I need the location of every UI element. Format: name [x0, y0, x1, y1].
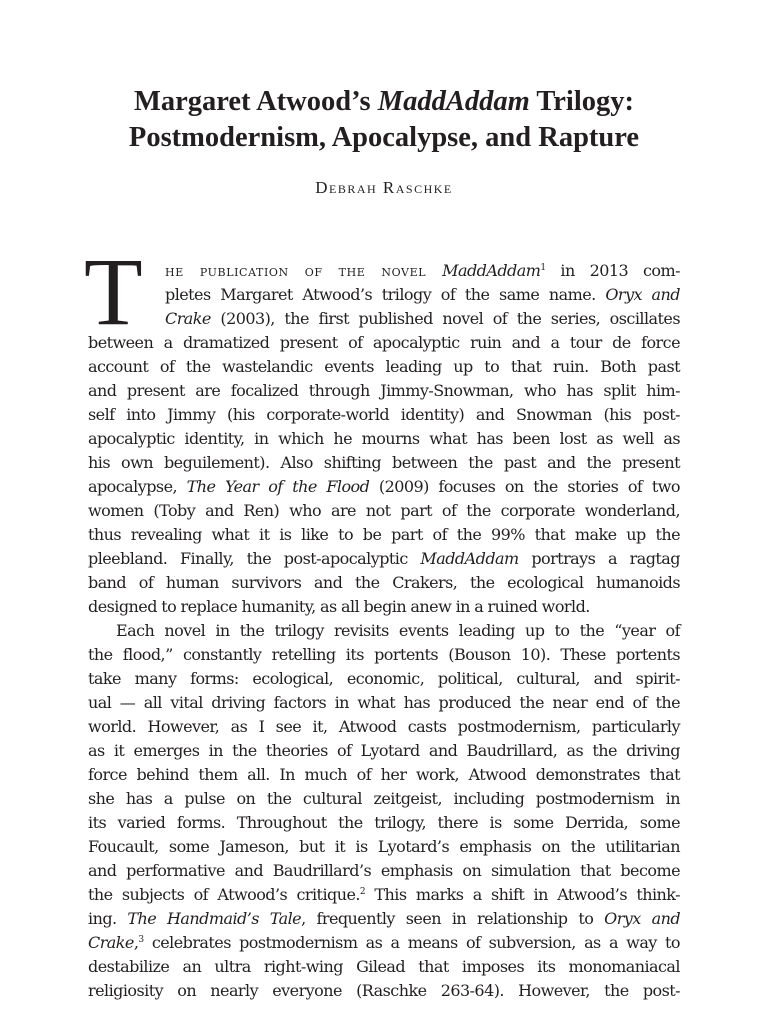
body-line [88, 883, 680, 907]
body-line [88, 907, 680, 931]
body-text: pleebland. Finally, the post-apocalyptic [88, 549, 421, 568]
body-text: (2009) focuses on the stories of two [369, 477, 680, 496]
italic-text: Oryx and [605, 285, 680, 304]
article-title-line-2: Postmodernism, Apocalypse, and Rapture [128, 122, 640, 153]
italic-text: Crake [88, 933, 134, 952]
body-text: This marks a shift in Atwood’s think- [365, 885, 680, 904]
title-italic-text: MaddAddam [377, 86, 530, 117]
body-text: celebrates postmodernism as a means of subversion, as a way to [143, 933, 680, 952]
body-line: thus revealing what it is like to be part of the 99% that make up the [88, 525, 680, 544]
body-text: , frequently seen in relationship to [301, 909, 605, 928]
body-line: as it emerges in the theories of Lyotard and Baudrillard, as the driving [88, 741, 680, 760]
title-text: Margaret Atwood’s [133, 86, 378, 117]
body-line: world. However, as I see it, Atwood casts postmodernism, particularly [88, 717, 680, 736]
italic-text: MaddAddam [420, 549, 519, 568]
body-text: portrays a ragtag [518, 549, 680, 568]
body-line [88, 931, 680, 955]
body-text: pletes Margaret Atwood’s trilogy of the same name. [165, 285, 606, 304]
body-text: the subjects of Atwood’s critique. [88, 885, 360, 904]
drop-cap: T [84, 238, 143, 345]
body-line: take many forms: ecological, economic, political, cultural, and spirit- [88, 669, 680, 688]
body-text: apocalypse, [88, 477, 187, 496]
body-line: apocalyptic identity, in which he mourns what has been lost as well as [88, 429, 680, 448]
body-line [88, 475, 680, 499]
body-line [165, 307, 680, 331]
body-line: account of the wastelandic events leading up to that ruin. Both past [88, 357, 680, 376]
body-text: , [133, 933, 139, 952]
body-line [165, 259, 680, 283]
footnote-marker[interactable]: 2 [359, 887, 366, 897]
small-caps-text: he publication of the novel [165, 261, 443, 280]
author-name: Debrah Raschke [315, 178, 453, 197]
body-line [165, 283, 680, 307]
body-line: his own beguilement). Also shifting between the past and the present [88, 453, 680, 472]
body-text: (2003), the first published novel of the series, oscillates [210, 309, 680, 328]
italic-text: The Handmaid’s Tale [127, 909, 302, 928]
body-line: force behind them all. In much of her work, Atwood demonstrates that [88, 765, 680, 784]
body-line: self into Jimmy (his corporate-world identity) and Snowman (his post- [88, 405, 680, 424]
body-line: and present are focalized through Jimmy-Snowman, who has split him- [88, 381, 680, 400]
body-line: religiosity on nearly everyone (Raschke 263-64). However, the post- [88, 981, 680, 1000]
body-line: Each novel in the trilogy revisits events leading up to the “year of [116, 621, 680, 640]
body-text: in 2013 com- [545, 261, 680, 280]
body-line [88, 547, 680, 571]
body-line: designed to replace humanity, as all begin anew in a ruined world. [88, 597, 590, 616]
footnote-marker[interactable]: 1 [540, 263, 546, 273]
body-line: between a dramatized present of apocalyptic ruin and a tour de force [88, 333, 680, 352]
italic-text: Oryx and [604, 909, 681, 928]
italic-text: MaddAddam [442, 261, 541, 280]
body-line: and performative and Baudrillard’s emphasis on simulation that become [88, 861, 680, 880]
article-title-line-1 [40, 88, 728, 117]
body-line: its varied forms. Throughout the trilogy, there is some Derrida, some [88, 813, 680, 832]
body-line: the flood,” constantly retelling its portents (Bouson 10). These portents [88, 645, 680, 664]
body-text: ing. [88, 909, 128, 928]
body-line: Foucault, some Jameson, but it is Lyotard’s emphasis on the utilitarian [88, 837, 680, 856]
italic-text: The Year of the Flood [186, 477, 370, 496]
body-line: she has a pulse on the cultural zeitgeist, including postmodernism in [88, 789, 680, 808]
italic-text: Crake [165, 309, 211, 328]
body-line: women (Toby and Ren) who are not part of the corporate wonderland, [88, 501, 680, 520]
body-line: band of human survivors and the Crakers, the ecological humanoids [88, 573, 680, 592]
body-line: destabilize an ultra right-wing Gilead that imposes its monomaniacal [88, 957, 680, 976]
body-line: ual — all vital driving factors in what has produced the near end of the [88, 693, 680, 712]
footnote-marker[interactable]: 3 [138, 935, 144, 945]
title-text: Trilogy: [529, 86, 635, 117]
